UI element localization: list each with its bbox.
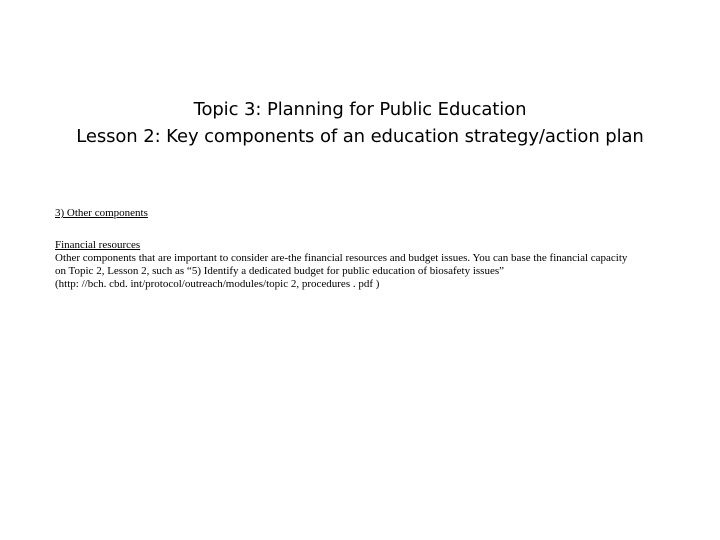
paragraph-line: Other components that are important to consider are-the financial resources and budget issues. You can base the financial capacity — [55, 252, 628, 264]
slide-title — [0, 96, 720, 150]
body-paragraph — [55, 252, 695, 291]
paragraph-line: on Topic 2, Lesson 2, such as “5) Identify a dedicated budget for public education of biosafety issues” — [55, 265, 504, 277]
lesson-title: Lesson 2: Key components of an education strategy/action plan — [76, 126, 644, 147]
financial-resources-heading: Financial resources — [55, 239, 141, 251]
slide-body — [55, 207, 695, 291]
paragraph-line: (http: //bch. cbd. int/protocol/outreach/modules/topic 2, procedures . pdf ) — [55, 278, 380, 290]
topic-title: Topic 3: Planning for Public Education — [193, 99, 527, 120]
section-heading: 3) Other components — [55, 207, 148, 219]
